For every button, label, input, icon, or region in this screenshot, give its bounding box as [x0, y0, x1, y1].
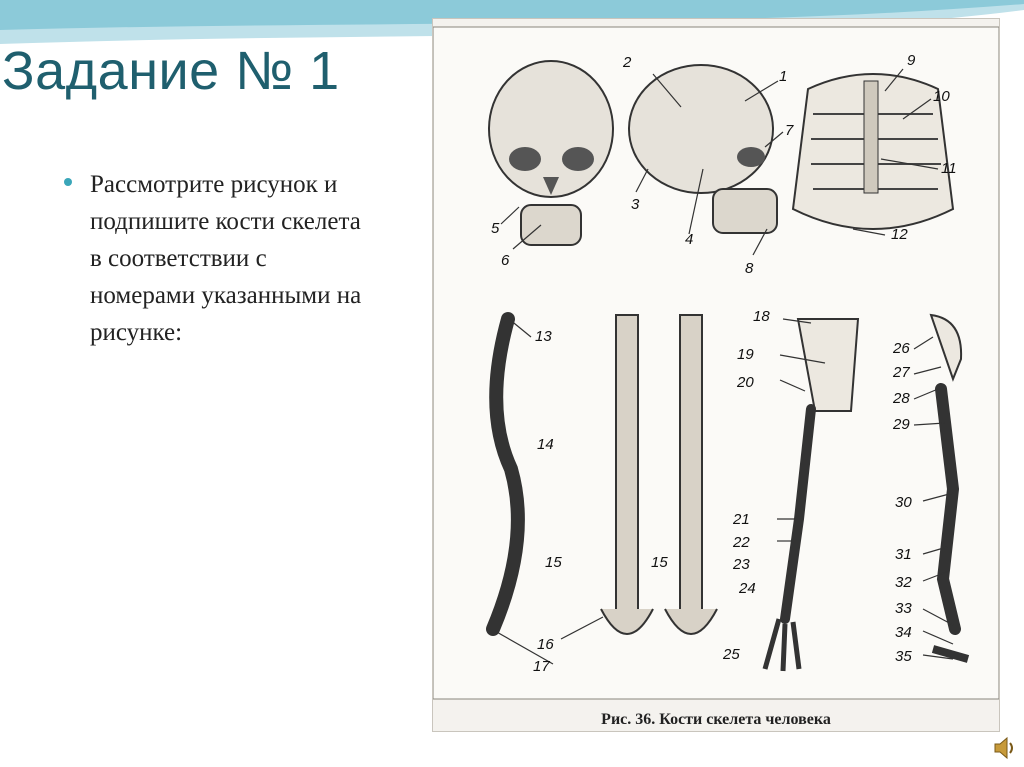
label-12: 12	[891, 226, 908, 243]
label-24: 24	[739, 580, 756, 597]
label-23: 23	[733, 556, 750, 573]
label-1: 1	[779, 68, 788, 85]
label-18: 18	[753, 308, 770, 325]
bullet-dot	[64, 178, 72, 186]
label-20: 20	[737, 374, 754, 391]
label-4: 4	[685, 231, 694, 248]
label-22: 22	[733, 534, 750, 551]
label-28: 28	[893, 390, 910, 407]
figure-caption: Рис. 36. Кости скелета человека	[601, 711, 831, 728]
label-19: 19	[737, 346, 754, 363]
label-25: 25	[723, 646, 740, 663]
ribcage	[793, 74, 953, 229]
label-10: 10	[933, 88, 950, 105]
skeleton-figure	[432, 18, 1000, 732]
label-26: 26	[893, 340, 910, 357]
instruction-bullet	[64, 166, 374, 351]
slide-title: Задание № 1	[2, 41, 340, 101]
label-15-front: 15	[651, 554, 668, 571]
label-27: 27	[893, 364, 910, 381]
label-29: 29	[893, 416, 910, 433]
label-6: 6	[501, 252, 510, 269]
label-2: 2	[623, 54, 632, 71]
skeleton-illustration	[433, 19, 999, 731]
speaker-icon[interactable]	[992, 735, 1018, 761]
label-17: 17	[533, 658, 550, 675]
label-15-side: 15	[545, 554, 562, 571]
label-3: 3	[631, 196, 640, 213]
label-32: 32	[895, 574, 912, 591]
label-11: 11	[941, 160, 957, 177]
label-16: 16	[537, 636, 554, 653]
label-33: 33	[895, 600, 912, 617]
label-31: 31	[895, 546, 912, 563]
label-30: 30	[895, 494, 912, 511]
instruction-text: Рассмотрите рисунок и подпишите кости скелета в соответствии с номерами указанными на рисунке:	[90, 171, 362, 346]
label-21: 21	[733, 511, 750, 528]
label-9: 9	[907, 52, 916, 69]
label-35: 35	[895, 648, 912, 665]
label-7: 7	[785, 122, 794, 139]
label-8: 8	[745, 260, 754, 277]
label-34: 34	[895, 624, 912, 641]
label-14: 14	[537, 436, 554, 453]
label-5: 5	[491, 220, 500, 237]
label-13: 13	[535, 328, 552, 345]
